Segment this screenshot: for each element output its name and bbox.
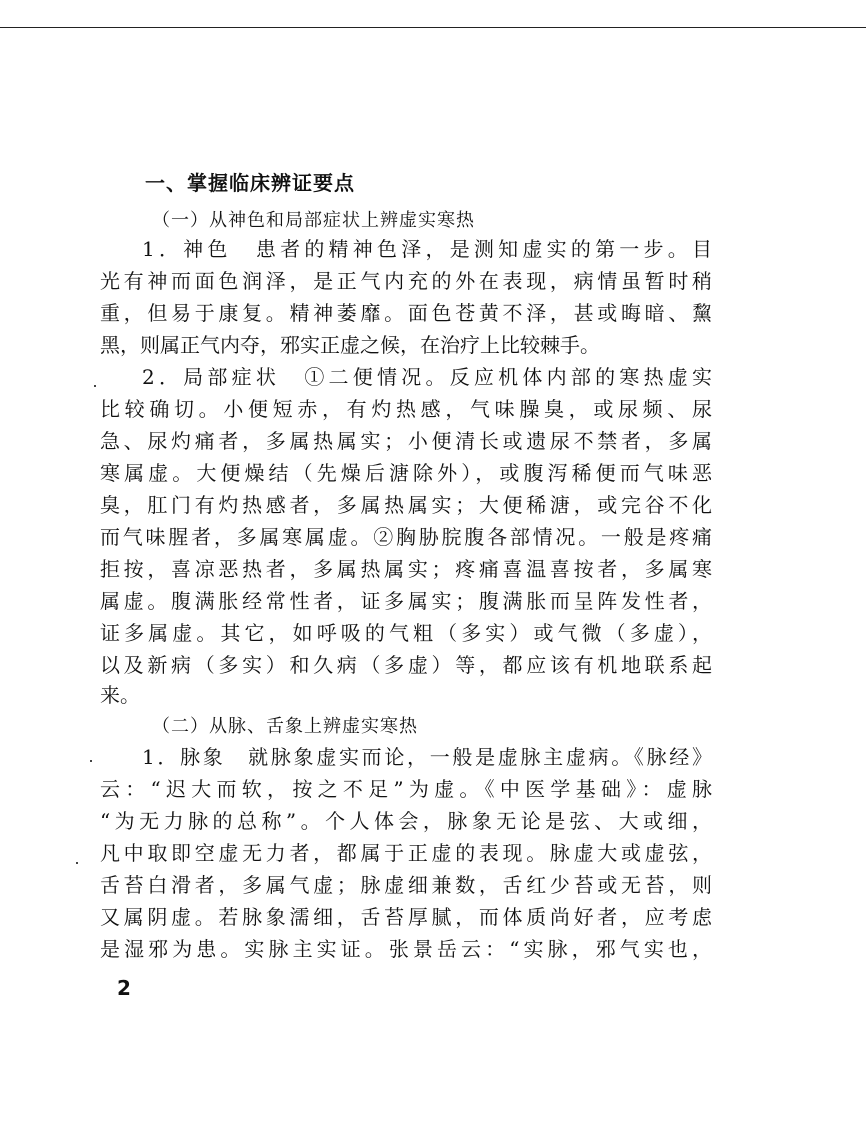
text-line: 来。: [100, 683, 140, 707]
text-line: “为无力脉的总称”。个人体会，脉象无论是弦、大或细，: [100, 809, 712, 833]
scan-speck: [76, 862, 78, 864]
text-line: 重，但易于康复。精神萎靡。面色苍黄不泽，甚或晦暗、黧: [100, 301, 712, 325]
page-number: 2: [117, 976, 131, 1000]
text-line: 云：“迟大而软，按之不足”为虚。《中医学基础》：虚脉: [100, 777, 712, 801]
scan-speck: [90, 760, 92, 762]
subheading-1: （一）从神色和局部症状上辨虚实寒热: [152, 210, 475, 231]
text-line: 以及新病（多实）和久病（多虚）等，都应该有机地联系起: [100, 653, 712, 677]
text-line: 1．神色 患者的精神色泽，是测知虚实的第一步。目: [142, 237, 712, 261]
section-title: 一、掌握临床辨证要点: [145, 171, 355, 195]
text-line: 比较确切。小便短赤，有灼热感，气味臊臭，或尿频、尿: [100, 397, 712, 421]
text-line: 凡中取即空虚无力者，都属于正虚的表现。脉虚大或虚弦，: [100, 841, 712, 865]
text-line: 而气味腥者，多属寒属虚。②胸胁脘腹各部情况。一般是疼痛: [100, 525, 712, 549]
text-line: 臭，肛门有灼热感者，多属热属实；大便稀溏，或完谷不化: [100, 493, 712, 517]
text-line: 2．局部症状 ①二便情况。反应机体内部的寒热虚实: [142, 365, 712, 389]
text-line: 舌苔白滑者，多属气虚；脉虚细兼数，舌红少苔或无苔，则: [100, 873, 712, 897]
text-line: 光有神而面色润泽，是正气内充的外在表现，病情虽暂时稍: [100, 269, 712, 293]
text-line: 急、尿灼痛者，多属热属实；小便清长或遗尿不禁者，多属: [100, 429, 712, 453]
text-line: 证多属虚。其它，如呼吸的气粗（多实）或气微（多虚），: [100, 621, 712, 645]
subheading-2: （二）从脉、舌象上辨虚实寒热: [152, 716, 418, 737]
text-line: 是湿邪为患。实脉主实证。张景岳云：“实脉，邪气实也，: [100, 937, 712, 961]
scan-speck: [94, 385, 96, 387]
text-line: 属虚。腹满胀经常性者，证多属实；腹满胀而呈阵发性者，: [100, 589, 712, 613]
text-line: 拒按，喜凉恶热者，多属热属实；疼痛喜温喜按者，多属寒: [100, 557, 712, 581]
text-line: 黑，则属正气内夺，邪实正虚之候，在治疗上比较棘手。: [100, 333, 600, 357]
text-line: 寒属虚。大便燥结（先燥后溏除外），或腹泻稀便而气味恶: [100, 461, 712, 485]
text-line: 又属阴虚。若脉象濡细，舌苔厚腻，而体质尚好者，应考虑: [100, 905, 712, 929]
text-line: 1．脉象 就脉象虚实而论，一般是虚脉主虚病。《脉经》: [142, 745, 712, 769]
top-rule: [0, 27, 866, 28]
